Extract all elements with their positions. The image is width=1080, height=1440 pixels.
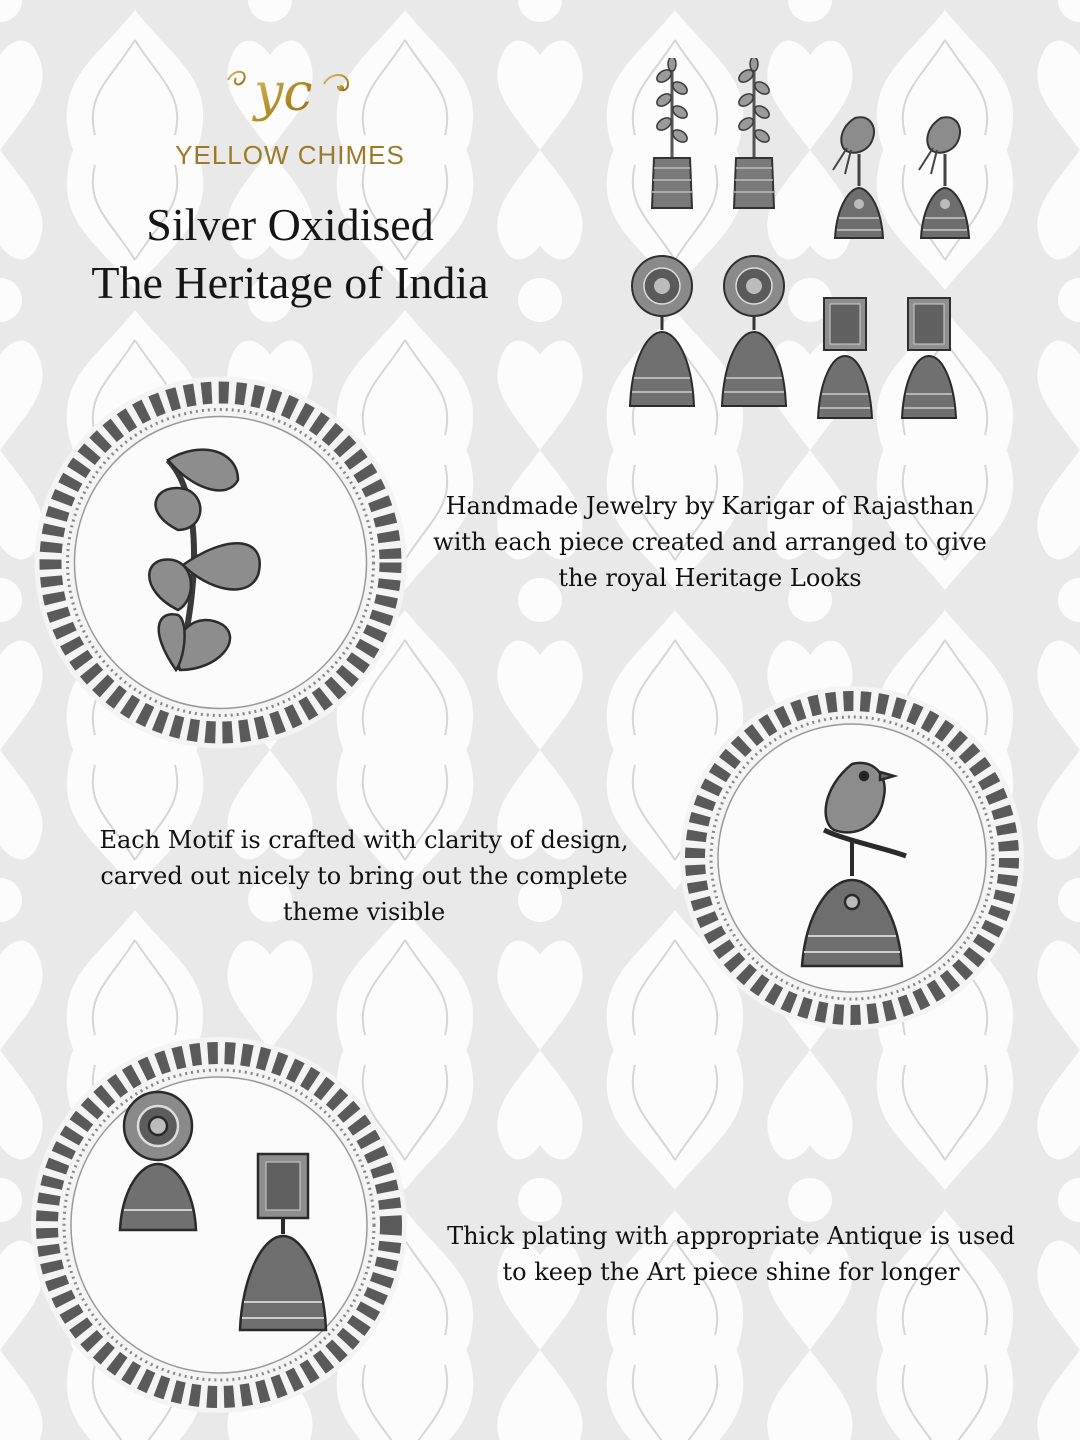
peacock-jhumka-icon xyxy=(825,108,985,258)
yc-monogram-icon xyxy=(220,58,360,136)
caption-line: Thick plating with appropriate Antique is used xyxy=(447,1222,1015,1250)
caption-line: carved out nicely to bring out the complete xyxy=(100,862,628,890)
feature-caption-motif xyxy=(74,822,654,930)
svg-text:yc: yc xyxy=(254,63,313,123)
caption-line: to keep the Art piece shine for longer xyxy=(502,1258,960,1286)
sun-jhumka-icon xyxy=(622,246,802,416)
caption-line: Handmade Jewelry by Karigar of Rajasthan xyxy=(445,492,975,520)
caption-line: Each Motif is crafted with clarity of design, xyxy=(99,826,629,854)
brand-name: YELLOW CHIMES xyxy=(175,140,405,170)
brand-logo xyxy=(160,58,420,178)
caption-line: the royal Heritage Looks xyxy=(558,564,862,592)
caption-line: theme visible xyxy=(282,898,446,926)
feature-caption-handmade xyxy=(420,488,1000,596)
product-gallery xyxy=(600,50,1000,430)
page-headline xyxy=(40,196,540,312)
leaf-jhumka-icon xyxy=(640,58,790,218)
feature-caption-plating xyxy=(428,1218,1034,1290)
headline-line-2: The Heritage of India xyxy=(91,257,489,308)
peacock-jhumka-medallion xyxy=(674,680,1030,1036)
krishna-jhumka-icon xyxy=(810,294,980,424)
leaf-closeup-medallion xyxy=(28,370,413,755)
headline-line-1: Silver Oxidised xyxy=(146,199,434,250)
sun-krishna-jhumka-medallion xyxy=(24,1030,414,1420)
caption-line: with each piece created and arranged to give xyxy=(433,528,987,556)
